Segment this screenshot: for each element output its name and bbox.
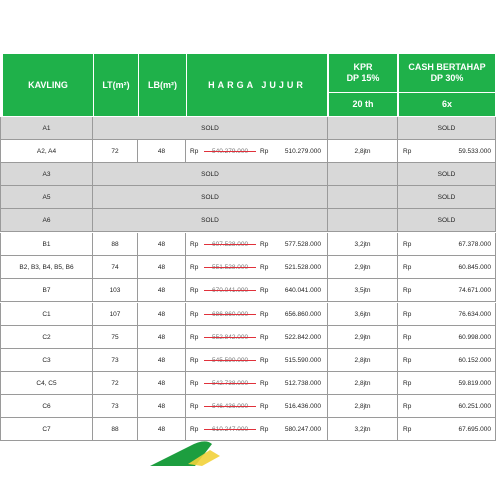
kavling-cell: B7 (0, 279, 93, 302)
harga-cell (186, 326, 328, 349)
currency-label: Rp (403, 425, 412, 433)
discount-price: 580.247.000 (284, 425, 321, 433)
strike-line (204, 406, 256, 407)
header-cash-sub: 6x (399, 93, 495, 116)
sold-cell: SOLD (93, 117, 328, 140)
lb-cell: 48 (138, 303, 186, 326)
table-row (0, 279, 500, 302)
kavling-cell: C6 (0, 395, 93, 418)
lb-cell: 48 (138, 140, 186, 163)
cash-cell (398, 395, 496, 418)
cash-value: 74.671.000 (458, 286, 491, 294)
kavling-cell: A5 (0, 186, 93, 209)
table-row (0, 209, 500, 232)
strike-line (204, 360, 256, 361)
lt-cell: 103 (93, 279, 138, 302)
strike-line (204, 314, 256, 315)
lb-cell: 48 (138, 395, 186, 418)
harga-cell (186, 349, 328, 372)
lt-cell: 73 (93, 395, 138, 418)
lb-cell: 48 (138, 326, 186, 349)
cash-cell (398, 326, 496, 349)
cash-cell (398, 303, 496, 326)
lt-cell: 88 (93, 233, 138, 256)
table-row (0, 326, 500, 349)
currency-label: Rp (260, 356, 269, 364)
kpr-cell: 3,6jtn (328, 303, 398, 326)
currency-label: Rp (190, 356, 199, 364)
kpr-cell (328, 209, 398, 232)
header-cash-line1: CASH BERTAHAP (408, 62, 486, 72)
harga-cell (186, 256, 328, 279)
kpr-cell: 3,2jtn (328, 233, 398, 256)
green-ribbon-decoration (150, 436, 240, 466)
cash-cell: SOLD (398, 209, 496, 232)
currency-label: Rp (260, 263, 269, 271)
table-row (0, 395, 500, 418)
currency-label: Rp (260, 240, 269, 248)
cash-value: 60.251.000 (458, 402, 491, 410)
cash-cell: SOLD (398, 163, 496, 186)
discount-price: 515.590.000 (284, 356, 321, 364)
currency-label: Rp (190, 286, 199, 294)
currency-label: Rp (403, 263, 412, 271)
kpr-cell: 2,8jtn (328, 140, 398, 163)
sold-cell: SOLD (93, 163, 328, 186)
currency-label: Rp (190, 310, 199, 318)
harga-cell (186, 372, 328, 395)
header-kavling: KAVLING (3, 54, 93, 116)
cash-value: 60.845.000 (458, 263, 491, 271)
header-kpr-line1: KPR (353, 62, 373, 72)
kavling-cell: C1 (0, 303, 93, 326)
kavling-cell: C3 (0, 349, 93, 372)
currency-label: Rp (190, 379, 199, 387)
cash-value: 76.634.000 (458, 310, 491, 318)
strike-line (204, 337, 256, 338)
discount-price: 522.842.000 (284, 333, 321, 341)
discount-price: 640.041.000 (284, 286, 321, 294)
currency-label: Rp (260, 286, 269, 294)
lb-cell: 48 (138, 418, 186, 441)
kpr-cell (328, 163, 398, 186)
kpr-cell: 3,5jtn (328, 279, 398, 302)
header-harga: HARGA JUJUR (187, 54, 327, 116)
cash-value: 67.695.000 (458, 425, 491, 433)
lb-cell: 48 (138, 279, 186, 302)
kavling-cell: A2, A4 (0, 140, 93, 163)
kpr-cell: 2,9jtn (328, 326, 398, 349)
cash-cell (398, 372, 496, 395)
table-row (0, 117, 500, 140)
kpr-cell (328, 186, 398, 209)
strike-line (204, 383, 256, 384)
cash-value: 60.152.000 (458, 356, 491, 364)
currency-label: Rp (190, 263, 199, 271)
strike-line (204, 267, 256, 268)
currency-label: Rp (403, 310, 412, 318)
lt-cell: 73 (93, 349, 138, 372)
currency-label: Rp (260, 379, 269, 387)
strike-line (204, 429, 256, 430)
header-kpr (329, 54, 397, 92)
header-cash-line2: DP 30% (430, 73, 464, 83)
currency-label: Rp (190, 333, 199, 341)
kpr-cell: 3,2jtn (328, 418, 398, 441)
cash-cell (398, 256, 496, 279)
cash-cell: SOLD (398, 117, 496, 140)
sold-cell: SOLD (93, 209, 328, 232)
strike-line (204, 151, 256, 152)
currency-label: Rp (403, 286, 412, 294)
lt-cell: 74 (93, 256, 138, 279)
table-row (0, 303, 500, 326)
cash-value: 67.378.000 (458, 240, 491, 248)
currency-label: Rp (403, 356, 412, 364)
strike-line (204, 244, 256, 245)
kpr-cell: 2,8jtn (328, 349, 398, 372)
header-lb: LB(m²) (139, 54, 186, 116)
sold-cell: SOLD (93, 186, 328, 209)
lb-cell: 48 (138, 256, 186, 279)
kavling-cell: C2 (0, 326, 93, 349)
kavling-cell: A6 (0, 209, 93, 232)
cash-cell (398, 279, 496, 302)
cash-cell (398, 349, 496, 372)
table-row (0, 186, 500, 209)
currency-label: Rp (260, 333, 269, 341)
currency-label: Rp (260, 425, 269, 433)
header-lt: LT(m²) (94, 54, 138, 116)
currency-label: Rp (260, 310, 269, 318)
currency-label: Rp (403, 333, 412, 341)
kpr-cell (328, 117, 398, 140)
harga-cell (186, 303, 328, 326)
table-row (0, 256, 500, 279)
header-kpr-line2: DP 15% (346, 73, 380, 83)
kavling-cell: C7 (0, 418, 93, 441)
table-row (0, 418, 500, 441)
currency-label: Rp (260, 147, 269, 155)
currency-label: Rp (190, 402, 199, 410)
harga-cell (186, 395, 328, 418)
discount-price: 656.860.000 (284, 310, 321, 318)
currency-label: Rp (190, 240, 199, 248)
table-row (0, 233, 500, 256)
table-row (0, 372, 500, 395)
lt-cell: 88 (93, 418, 138, 441)
kavling-cell: A1 (0, 117, 93, 140)
strike-line (204, 290, 256, 291)
currency-label: Rp (403, 147, 412, 155)
cash-cell: SOLD (398, 186, 496, 209)
kavling-cell: C4, C5 (0, 372, 93, 395)
lb-cell: 48 (138, 349, 186, 372)
lb-cell: 48 (138, 372, 186, 395)
kpr-cell: 2,9jtn (328, 256, 398, 279)
cash-cell (398, 140, 496, 163)
lt-cell: 72 (93, 140, 138, 163)
kavling-cell: B1 (0, 233, 93, 256)
header-cash (399, 54, 495, 92)
harga-cell (186, 140, 328, 163)
discount-price: 577.528.000 (284, 240, 321, 248)
lt-cell: 107 (93, 303, 138, 326)
kpr-cell: 2,8jtn (328, 372, 398, 395)
table-row (0, 349, 500, 372)
discount-price: 521.528.000 (284, 263, 321, 271)
currency-label: Rp (403, 240, 412, 248)
discount-price: 512.738.000 (284, 379, 321, 387)
lt-cell: 72 (93, 372, 138, 395)
kavling-cell: A3 (0, 163, 93, 186)
cash-value: 59.819.000 (458, 379, 491, 387)
currency-label: Rp (403, 402, 412, 410)
kavling-cell: B2, B3, B4, B5, B6 (0, 256, 93, 279)
cash-value: 60.998.000 (458, 333, 491, 341)
harga-cell (186, 279, 328, 302)
currency-label: Rp (403, 379, 412, 387)
cash-cell (398, 418, 496, 441)
header-kpr-sub: 20 th (329, 93, 397, 116)
table-row (0, 163, 500, 186)
harga-cell (186, 233, 328, 256)
cash-cell (398, 233, 496, 256)
currency-label: Rp (190, 425, 199, 433)
currency-label: Rp (190, 147, 199, 155)
currency-label: Rp (260, 402, 269, 410)
kpr-cell: 2,8jtn (328, 395, 398, 418)
discount-price: 510.279.000 (284, 147, 321, 155)
discount-price: 516.436.000 (284, 402, 321, 410)
lt-cell: 75 (93, 326, 138, 349)
cash-value: 59.533.000 (458, 147, 491, 155)
table-row (0, 140, 500, 163)
lb-cell: 48 (138, 233, 186, 256)
